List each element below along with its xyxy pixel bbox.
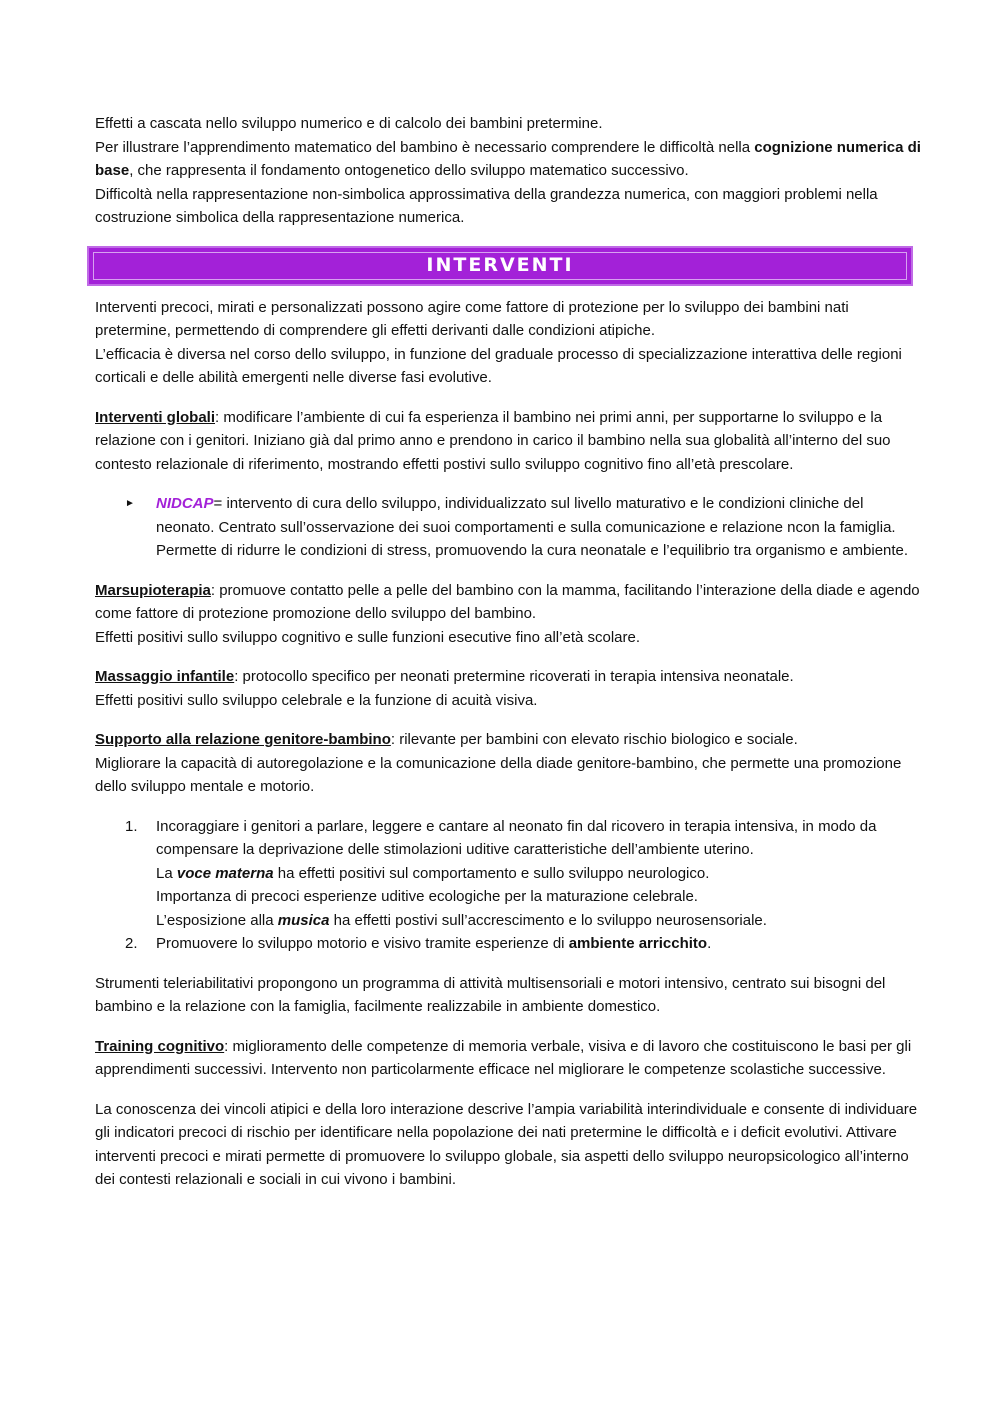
supporto-text-2: Migliorare la capacità di autoregolazione e la comunicazione della diade genitore-bambino, che permette una promozione dello sviluppo mentale e motorio.: [95, 754, 902, 795]
section-banner: [87, 246, 913, 286]
item2-bold: ambiente arricchito: [568, 935, 708, 952]
item1-line-b: [156, 862, 925, 886]
marsupio-paragraph: [95, 579, 925, 626]
globali-text: : modificare l’ambiente di cui fa esperienza il bambino nei primi anni, per supportarne lo sviluppo e la relazione con i genitori. Iniziano già dal primo anno e prendono in carico il bambino nella sua globalità all’interno del suo contesto relazionale di riferimento, mostrando effetti postivi sullo sviluppo cognitivo fino all’età prescolare.: [95, 408, 891, 473]
marsupio-text: : promuove contatto pelle a pelle del bambino con la mamma, facilitando l’interazione della diade e agendo come fattore di protezione promozione dello sviluppo del bambino.: [95, 581, 920, 622]
list-item: [125, 815, 925, 933]
interventi-p2: L’efficacia è diversa nel corso dello sviluppo, in funzione del graduale processo di specializzazione interattiva delle regioni corticali e delle abilità emergenti nelle diverse fasi evolutive.: [95, 345, 902, 386]
globali-paragraph: [95, 406, 925, 477]
massaggio-text: : protocollo specifico per neonati pretermine ricoverati in terapia intensiva neonatale.: [234, 668, 794, 685]
triangle-bullet-icon: ►: [125, 498, 135, 509]
nidcap-list: [125, 492, 925, 563]
item1-d-pre: L’esposizione alla: [156, 911, 278, 929]
intro-line-1: Effetti a cascata nello sviluppo numerico e di calcolo dei bambini pretermine.: [95, 115, 603, 132]
marsupio-label: Marsupioterapia: [95, 581, 211, 599]
intro-line-3: Difficoltà nella rappresentazione non-simbolica approssimativa della grandezza numerica, con maggiori problemi nella costruzione simbolica della rappresentazione numerica.: [95, 185, 878, 226]
conclusione-paragraph: [95, 1098, 925, 1192]
massaggio-label: Massaggio infantile: [95, 668, 235, 685]
list-item: [125, 932, 925, 956]
training-cognitivo: [95, 1035, 925, 1082]
item1-line-c: Importanza di precoci esperienze uditive ecologiche per la maturazione celebrale.: [156, 888, 698, 905]
item1-d-post: ha effetti postivi sull’accrescimento e lo sviluppo neurosensoriale.: [329, 911, 767, 929]
item2-pre: Promuovere lo sviluppo motorio e visivo tramite esperienze di: [156, 935, 569, 952]
interventi-p1: Interventi precoci, mirati e personalizzati possono agire come fattore di protezione per lo sviluppo dei bambini nati pretermine, permettendo di comprendere gli effetti derivanti dalle condizioni atipiche.: [95, 298, 849, 339]
intro-line-2: [95, 136, 925, 183]
item1-d-bold: musica: [277, 911, 330, 929]
supporto-relazione: [95, 728, 925, 799]
interventi-intro: [95, 296, 925, 390]
item2-line: [156, 932, 925, 956]
training-text: : miglioramento delle competenze di memoria verbale, visiva e di lavoro che costituiscono le basi per gli apprendimenti successivi. Intervento non particolarmente efficace nel migliorare le competenze scolastiche successive.: [95, 1037, 912, 1078]
item1-b-pre: La: [156, 864, 177, 882]
strumenti-paragraph: [95, 972, 925, 1019]
massaggio-paragraph: [95, 665, 925, 689]
item1-b-post: ha effetti positivi sul comportamento e sullo sviluppo neurologico.: [273, 864, 710, 882]
intro-section: [95, 112, 925, 230]
item2-post: .: [707, 935, 712, 952]
strumenti-text: Strumenti teleriabilitativi propongono un programma di attività multisensoriali e motori intensivo, centrato sui bisogni del bambino e la relazione con la famiglia, facilmente realizzabile in ambiente domestico.: [95, 974, 886, 1015]
supporto-text: : rilevante per bambini con elevato rischio biologico e sociale.: [390, 731, 798, 748]
section-title: INTERVENTI: [426, 253, 574, 276]
numbered-list: [125, 815, 925, 956]
intro-bold-term: cognizione numerica di base: [95, 138, 921, 179]
intro-line-2-text-a: Per illustrare l’apprendimento matematico del bambino è necessario comprendere le difficoltà nella: [95, 138, 755, 156]
item1-line-d: [156, 909, 925, 933]
nidcap-text: = intervento di cura dello sviluppo, individualizzato sul livello maturativo e le condizioni cliniche del neonato. Centrato sull’osservazione dei suoi comportamenti e sulla comunicazione e relazione ncon la famiglia. Permette di ridurre le condizioni di stress, promuovendo la cura neonatale e l’equilibrio tra organismo e ambiente.: [156, 495, 909, 559]
supporto-paragraph: [95, 728, 925, 752]
item1-b-bold: voce materna: [176, 864, 274, 882]
nidcap-label: NIDCAP: [156, 495, 214, 512]
training-paragraph: [95, 1035, 925, 1082]
list-item: [125, 492, 925, 563]
conclusione-text: La conoscenza dei vincoli atipici e della loro interazione descrive l’ampia variabilità interindividuale e consente di individuare gli indicatori precoci di rischio per identificare nella popolazione dei nati pretermine le difficoltà e i deficit evolutivi. Attivare interventi precoci e mirati permette di promuovere lo sviluppo globale, sia aspetti dello sviluppo neuropsicologico all’interno dei contesti relazionali e sociali in cui vivono i bambini.: [95, 1100, 918, 1188]
interventi-globali: [95, 406, 925, 477]
supporto-label: Supporto alla relazione genitore-bambino: [95, 731, 391, 748]
marsupio-text-2: Effetti positivi sullo sviluppo cognitivo e sulle funzioni esecutive fino all’età scolare.: [95, 628, 641, 646]
intro-line-2-text-b: , che rappresenta il fondamento ontogenetico dello sviluppo matematico successivo.: [129, 162, 689, 179]
marsupioterapia: [95, 579, 925, 650]
item1-line-a: Incoraggiare i genitori a parlare, leggere e cantare al neonato fin dal ricovero in terapia intensiva, in modo da compensare la deprivazione delle stimolazioni uditive caratteristiche dell’ambiente uterino.: [156, 817, 877, 858]
list-number: 2.: [125, 935, 138, 952]
list-number: 1.: [125, 817, 138, 835]
globali-label: Interventi globali: [95, 408, 216, 426]
massaggio-text-2: Effetti positivi sullo sviluppo celebrale e la funzione di acuità visiva.: [95, 691, 538, 709]
training-label: Training cognitivo: [95, 1037, 225, 1055]
massaggio-infantile: [95, 665, 925, 712]
document-page: [95, 112, 925, 1208]
